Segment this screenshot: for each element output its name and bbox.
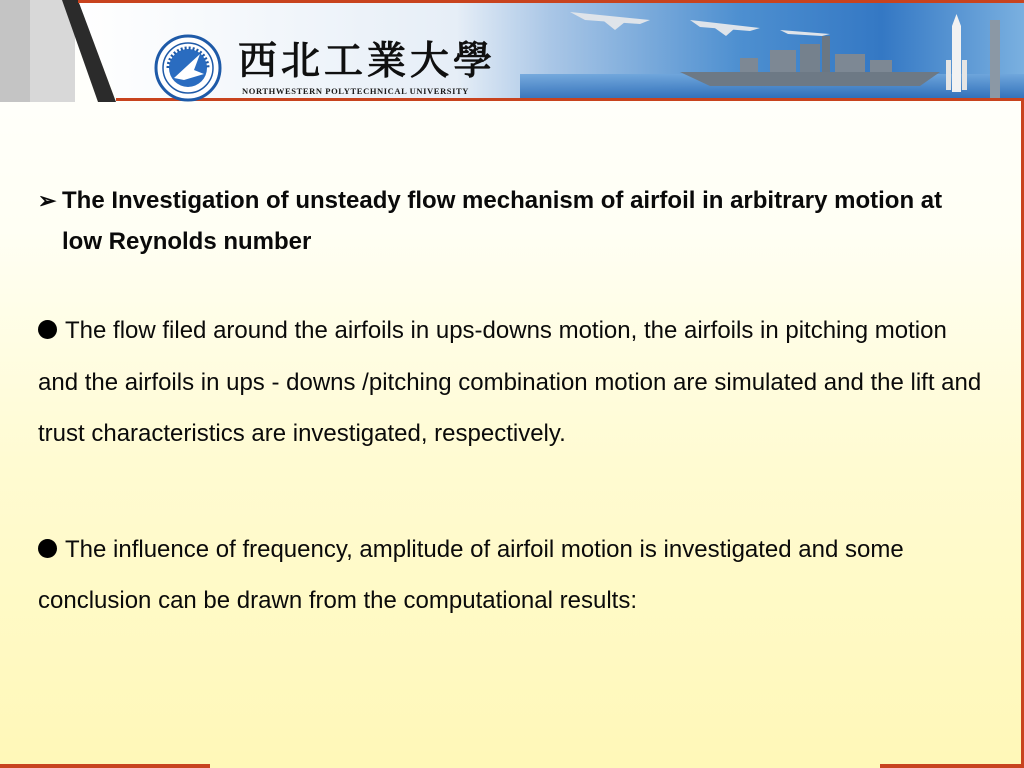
header-banner (0, 0, 1024, 102)
slide-heading (38, 180, 988, 262)
paragraph-text: The influence of frequency, amplitude of airfoil motion is investigated and some conclusion can be drawn from the computational results: (38, 535, 904, 614)
university-name-chinese: 西北工業大學 (238, 38, 497, 84)
bullet-dot-icon (38, 320, 57, 339)
heading-text: The Investigation of unsteady flow mechanism of airfoil in arbitrary motion at low Reynolds number (62, 187, 943, 255)
paragraph-influence (38, 524, 988, 627)
arrow-bullet-icon: ➢ (38, 188, 57, 213)
paragraph-text: The flow filed around the airfoils in ups-downs motion, the airfoils in pitching motion and the airfoils in ups - downs /pitching combination motion are simulated and the lift and trust characteristics are investigated, respectively. (38, 317, 982, 447)
bottom-border-right (880, 764, 1024, 768)
university-name-english: NORTHWESTERN POLYTECHNICAL UNIVERSITY (242, 86, 470, 96)
university-emblem-icon (154, 34, 222, 102)
banner-top-line (78, 0, 1024, 3)
bullet-dot-icon (38, 539, 57, 558)
bottom-border-left (0, 764, 210, 768)
banner-bottom-line (116, 98, 1024, 101)
slide-content (38, 180, 988, 627)
paragraph-simulation (38, 305, 988, 460)
